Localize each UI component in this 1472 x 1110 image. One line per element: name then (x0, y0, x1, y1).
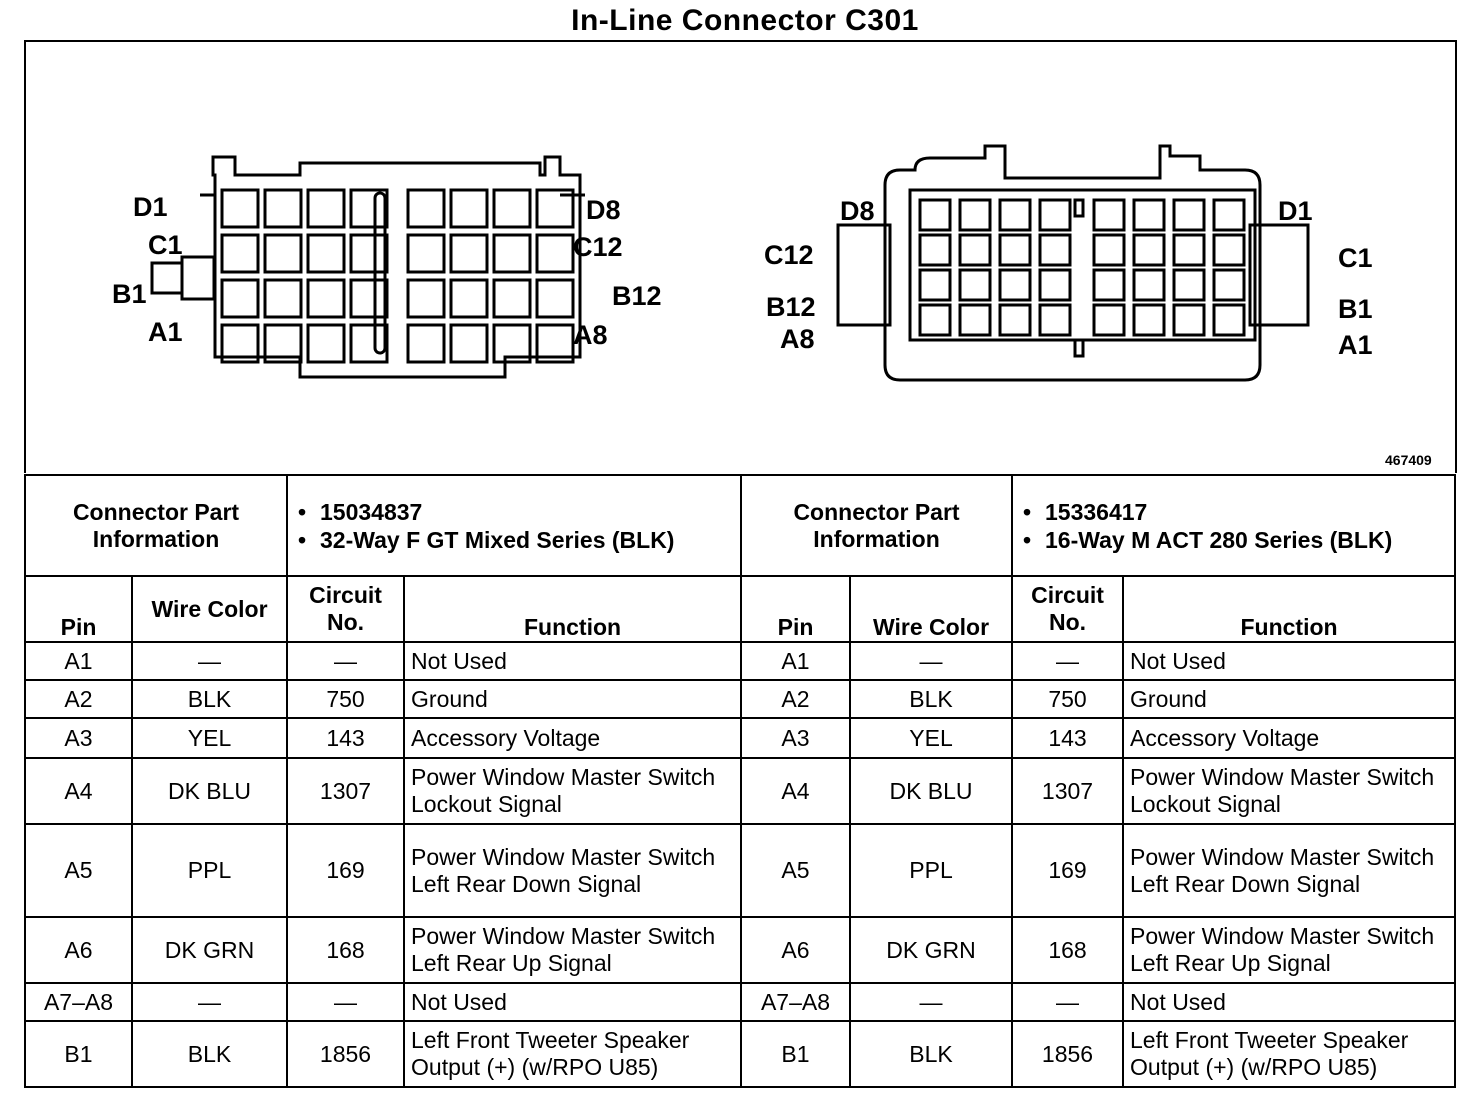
cell-function: Accessory Voltage (404, 718, 741, 758)
cell-circuit: 1856 (1012, 1021, 1123, 1087)
cell-circuit: 143 (287, 718, 404, 758)
connector-cavity (1094, 200, 1124, 230)
connector-cavity (408, 235, 444, 272)
connector-cavity (408, 325, 444, 362)
connector-cavity (920, 235, 950, 265)
connector-cavity (1134, 200, 1164, 230)
cell-circuit: 168 (287, 917, 404, 983)
table-row (25, 983, 741, 1021)
cell-function: Power Window Master Switch Lockout Signal (1123, 758, 1455, 824)
cell-function: Power Window Master Switch Left Rear Down Signal (1123, 824, 1455, 917)
connector-cavity (451, 190, 487, 227)
connector-cavity (265, 190, 301, 227)
cell-wire: — (132, 983, 287, 1021)
connector-cavity (1214, 270, 1244, 300)
part-info (287, 475, 741, 576)
part-description: • 16-Way M ACT 280 Series (BLK) (1045, 526, 1448, 554)
table-row (741, 680, 1455, 718)
table-row (25, 680, 741, 718)
cell-circuit: 750 (287, 680, 404, 718)
connector-cavity (265, 235, 301, 272)
cell-pin: A1 (741, 642, 850, 680)
cell-wire: BLK (132, 1021, 287, 1087)
connector-cavity (494, 280, 530, 317)
cell-circuit: 750 (1012, 680, 1123, 718)
connector-cavity (494, 235, 530, 272)
right-label-c1: C1 (1338, 243, 1373, 273)
cell-circuit: 1307 (287, 758, 404, 824)
cell-function: Not Used (404, 983, 741, 1021)
table-row (741, 824, 1455, 917)
diagram-title: In-Line Connector C301 (571, 4, 919, 37)
cell-function: Power Window Master Switch Left Rear Up Signal (404, 917, 741, 983)
cell-circuit: — (287, 983, 404, 1021)
connector-cavity (1174, 270, 1204, 300)
table-row (741, 642, 1455, 680)
info-label: Connector Part Information (741, 475, 1012, 576)
connector-cavity (960, 305, 990, 335)
connector-cavity (351, 325, 387, 362)
part-info (1012, 475, 1455, 576)
connector-cavity (1174, 305, 1204, 335)
cell-pin: A4 (741, 758, 850, 824)
right-pinout-table (740, 474, 1456, 1088)
cell-function: Ground (1123, 680, 1455, 718)
cell-wire: YEL (132, 718, 287, 758)
cell-wire: YEL (850, 718, 1012, 758)
cell-function: Power Window Master Switch Lockout Signal (404, 758, 741, 824)
connector-cavity (920, 305, 950, 335)
cell-pin: A5 (741, 824, 850, 917)
table-row (25, 917, 741, 983)
connector-cavity (451, 325, 487, 362)
connector-cavity (222, 235, 258, 272)
connector-cavity (1174, 235, 1204, 265)
cell-wire: BLK (850, 680, 1012, 718)
cell-wire: DK GRN (132, 917, 287, 983)
connector-cavity (1094, 305, 1124, 335)
cell-function: Power Window Master Switch Left Rear Down Signal (404, 824, 741, 917)
cell-pin: A3 (25, 718, 132, 758)
figure-id: 467409 (1385, 452, 1432, 468)
right-label-a8: A8 (780, 324, 815, 354)
connector-cavity (1134, 305, 1164, 335)
cell-function: Left Front Tweeter Speaker Output (+) (w/RPO U85) (1123, 1021, 1455, 1087)
cell-wire: DK BLU (850, 758, 1012, 824)
connector-cavity (451, 235, 487, 272)
part-number: • 15336417 (1045, 498, 1448, 526)
table-row (25, 642, 741, 680)
cell-pin: A6 (741, 917, 850, 983)
header-function: Function (404, 576, 741, 642)
connector-cavity (1040, 235, 1070, 265)
cell-wire: PPL (132, 824, 287, 917)
cell-pin: A4 (25, 758, 132, 824)
cell-wire: DK BLU (132, 758, 287, 824)
right-label-d1: D1 (1278, 196, 1313, 226)
cell-circuit: 169 (1012, 824, 1123, 917)
header-pin: Pin (741, 576, 850, 642)
part-number: • 15034837 (320, 498, 734, 526)
cell-wire: — (132, 642, 287, 680)
left-label-a8: A8 (573, 320, 608, 350)
connector-cavity (351, 235, 387, 272)
connector-cavity (1000, 200, 1030, 230)
left-label-d8: D8 (586, 195, 621, 225)
cell-function: Not Used (1123, 983, 1455, 1021)
right-connector-drawing (820, 140, 1340, 390)
cell-function: Accessory Voltage (1123, 718, 1455, 758)
cell-function: Power Window Master Switch Left Rear Up Signal (1123, 917, 1455, 983)
cell-circuit: — (1012, 983, 1123, 1021)
cell-pin: A3 (741, 718, 850, 758)
cell-circuit: 168 (1012, 917, 1123, 983)
header-pin: Pin (25, 576, 132, 642)
right-label-c12: C12 (764, 240, 814, 270)
cell-pin: A7–A8 (741, 983, 850, 1021)
table-row (25, 824, 741, 917)
connector-cavity (351, 190, 387, 227)
connector-cavity (537, 235, 573, 272)
table-row (25, 718, 741, 758)
left-label-a1: A1 (148, 317, 183, 347)
cell-pin: A2 (25, 680, 132, 718)
cell-circuit: 143 (1012, 718, 1123, 758)
connector-cavity (960, 270, 990, 300)
right-label-d8: D8 (840, 196, 875, 226)
header-function: Function (1123, 576, 1455, 642)
table-row (741, 718, 1455, 758)
connector-cavity (1134, 235, 1164, 265)
connector-cavity (351, 280, 387, 317)
table-row (741, 983, 1455, 1021)
left-label-c12: C12 (573, 232, 623, 262)
left-label-b12: B12 (612, 281, 662, 311)
cell-function: Left Front Tweeter Speaker Output (+) (w/RPO U85) (404, 1021, 741, 1087)
table-row (741, 1021, 1455, 1087)
connector-cavity (222, 280, 258, 317)
connector-cavity (1094, 235, 1124, 265)
connector-cavity (1174, 200, 1204, 230)
table-row (25, 1021, 741, 1087)
left-label-b1: B1 (112, 279, 147, 309)
connector-cavity (408, 280, 444, 317)
connector-cavity (1094, 270, 1124, 300)
cell-pin: A5 (25, 824, 132, 917)
connector-cavity (1000, 235, 1030, 265)
cell-pin: A6 (25, 917, 132, 983)
header-wire-color: Wire Color (132, 576, 287, 642)
connector-cavity (960, 235, 990, 265)
connector-cavity (1000, 305, 1030, 335)
right-label-a1: A1 (1338, 330, 1373, 360)
header-circuit: Circuit No. (287, 576, 404, 642)
table-row (741, 917, 1455, 983)
right-label-b12: B12 (766, 292, 816, 322)
connector-cavity (222, 190, 258, 227)
cell-circuit: — (287, 642, 404, 680)
connector-cavity (1134, 270, 1164, 300)
cell-wire: BLK (132, 680, 287, 718)
connector-cavity (537, 280, 573, 317)
cell-wire: — (850, 983, 1012, 1021)
cell-pin: B1 (25, 1021, 132, 1087)
part-description: • 32-Way F GT Mixed Series (BLK) (320, 526, 734, 554)
table-row (25, 758, 741, 824)
cell-pin: B1 (741, 1021, 850, 1087)
connector-cavity (308, 325, 344, 362)
cell-wire: BLK (850, 1021, 1012, 1087)
cell-circuit: 1856 (287, 1021, 404, 1087)
connector-cavity (1040, 305, 1070, 335)
table-row (741, 758, 1455, 824)
header-wire-color: Wire Color (850, 576, 1012, 642)
connector-cavity (1214, 305, 1244, 335)
connector-cavity (494, 190, 530, 227)
info-label: Connector Part Information (25, 475, 287, 576)
cell-circuit: 169 (287, 824, 404, 917)
cell-function: Ground (404, 680, 741, 718)
left-connector-drawing (140, 145, 610, 385)
cell-circuit: — (1012, 642, 1123, 680)
connector-cavity (451, 280, 487, 317)
cell-wire: — (850, 642, 1012, 680)
connector-cavity (960, 200, 990, 230)
connector-cavity (308, 190, 344, 227)
connector-cavity (1000, 270, 1030, 300)
cell-circuit: 1307 (1012, 758, 1123, 824)
connector-cavity (1214, 235, 1244, 265)
connector-cavity (408, 190, 444, 227)
connector-cavity (265, 280, 301, 317)
cell-pin: A2 (741, 680, 850, 718)
connector-cavity (1214, 200, 1244, 230)
left-pinout-table (24, 474, 742, 1088)
connector-cavity (1040, 270, 1070, 300)
connector-cavity (308, 235, 344, 272)
cell-function: Not Used (404, 642, 741, 680)
cell-wire: DK GRN (850, 917, 1012, 983)
cell-wire: PPL (850, 824, 1012, 917)
left-label-c1: C1 (148, 230, 183, 260)
connector-cavity (920, 200, 950, 230)
cell-pin: A1 (25, 642, 132, 680)
cell-pin: A7–A8 (25, 983, 132, 1021)
cell-function: Not Used (1123, 642, 1455, 680)
left-label-d1: D1 (133, 192, 168, 222)
right-label-b1: B1 (1338, 294, 1373, 324)
connector-cavity (920, 270, 950, 300)
connector-cavity (1040, 200, 1070, 230)
header-circuit: Circuit No. (1012, 576, 1123, 642)
connector-cavity (308, 280, 344, 317)
